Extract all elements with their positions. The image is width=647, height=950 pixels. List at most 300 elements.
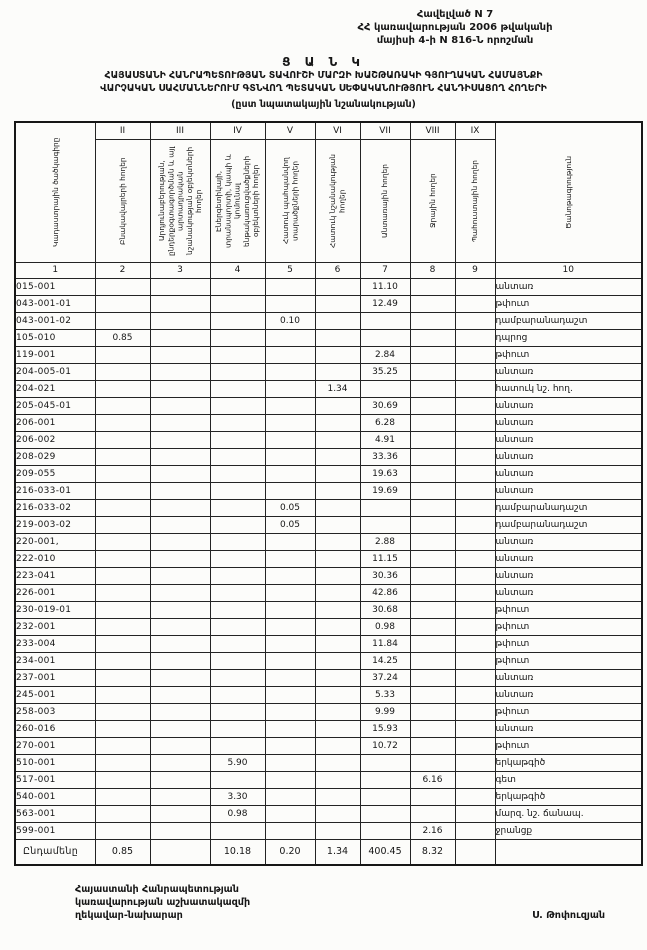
note-cell: մարզ. նշ. ճանապ. [495, 805, 642, 822]
table-row [15, 567, 642, 584]
area-value-cell [265, 448, 315, 465]
area-value-cell [410, 737, 455, 754]
table-row [15, 482, 642, 499]
table-row [15, 737, 642, 754]
cadastral-code-cell: 204-021 [15, 380, 95, 397]
area-value-cell [410, 550, 455, 567]
area-value-cell [410, 720, 455, 737]
area-value-cell [315, 346, 360, 363]
area-value-cell: 14.25 [360, 652, 410, 669]
area-value-cell [315, 516, 360, 533]
area-value-cell [150, 737, 210, 754]
area-value-cell [410, 533, 455, 550]
area-value-cell [265, 414, 315, 431]
area-value-cell [410, 703, 455, 720]
note-cell: դամբարանադաշտ [495, 516, 642, 533]
area-value-cell: 5.33 [360, 686, 410, 703]
area-value-cell [150, 822, 210, 839]
area-value-cell [210, 771, 265, 788]
area-value-cell [455, 635, 495, 652]
area-value-cell [265, 754, 315, 771]
area-value-cell: 2.88 [360, 533, 410, 550]
area-value-cell: 0.98 [210, 805, 265, 822]
area-value-cell [315, 584, 360, 601]
area-value-cell [410, 346, 455, 363]
signatory-name: Ս. Թոփուզյան [532, 910, 605, 922]
area-value-cell: 15.93 [360, 720, 410, 737]
table-row [15, 618, 642, 635]
annex-line-2: ՀՀ կառավարության 2006 թվականի [357, 22, 553, 33]
area-value-cell [455, 550, 495, 567]
area-value-cell [315, 788, 360, 805]
area-value-cell [210, 499, 265, 516]
note-cell: անտառ [495, 550, 642, 567]
area-value-cell [410, 482, 455, 499]
note-cell: թփուտ [495, 652, 642, 669]
table-row [15, 431, 642, 448]
note-cell: անտառ [495, 465, 642, 482]
area-value-cell [210, 550, 265, 567]
cadastral-code-cell: 232-001 [15, 618, 95, 635]
total-row [15, 839, 642, 865]
area-value-cell [210, 703, 265, 720]
note-cell: անտառ [495, 482, 642, 499]
column-number: 10 [495, 262, 642, 278]
area-value-cell [265, 550, 315, 567]
area-value-cell [95, 516, 150, 533]
table-row [15, 312, 642, 329]
area-value-cell [455, 499, 495, 516]
signatory-title-line-2: կառավարության աշխատակազմի [75, 897, 251, 909]
area-value-cell [360, 805, 410, 822]
area-value-cell [455, 788, 495, 805]
area-value-cell [95, 312, 150, 329]
area-value-cell [95, 550, 150, 567]
roman-numeral-iv: IV [210, 122, 265, 140]
area-value-cell [360, 499, 410, 516]
area-value-cell [315, 278, 360, 295]
area-value-cell [265, 380, 315, 397]
area-value-cell [210, 533, 265, 550]
table-row [15, 295, 642, 312]
area-value-cell [150, 380, 210, 397]
area-value-cell [150, 618, 210, 635]
area-value-cell [315, 550, 360, 567]
area-value-cell [315, 414, 360, 431]
cadastral-code-cell: 216-033-01 [15, 482, 95, 499]
land-list-table [14, 121, 643, 867]
area-value-cell [210, 329, 265, 346]
column-number: 4 [210, 262, 265, 278]
area-value-cell [455, 295, 495, 312]
signature-block [75, 884, 605, 923]
area-value-cell [315, 737, 360, 754]
area-value-cell [265, 686, 315, 703]
area-value-cell [410, 635, 455, 652]
cadastral-code-cell: 119-001 [15, 346, 95, 363]
note-cell: անտառ [495, 686, 642, 703]
area-value-cell [265, 771, 315, 788]
area-value-cell [455, 584, 495, 601]
area-value-cell [265, 652, 315, 669]
area-value-cell [210, 397, 265, 414]
table-row [15, 448, 642, 465]
area-value-cell [265, 329, 315, 346]
area-value-cell: 0.10 [265, 312, 315, 329]
area-value-cell [210, 516, 265, 533]
area-value-cell [95, 686, 150, 703]
area-value-cell [455, 839, 495, 865]
area-value-cell [95, 635, 150, 652]
area-value-cell [150, 499, 210, 516]
area-value-cell [150, 448, 210, 465]
area-value-cell [455, 397, 495, 414]
cadastral-code-cell: 204-005-01 [15, 363, 95, 380]
area-value-cell [410, 397, 455, 414]
area-value-cell [265, 635, 315, 652]
area-value-cell: 37.24 [360, 669, 410, 686]
area-value-cell [95, 822, 150, 839]
area-value-cell [210, 482, 265, 499]
area-value-cell [95, 567, 150, 584]
area-value-cell [95, 669, 150, 686]
cadastral-code-cell: 245-001 [15, 686, 95, 703]
area-value-cell [150, 516, 210, 533]
area-value-cell: 42.86 [360, 584, 410, 601]
area-value-cell [455, 465, 495, 482]
area-value-cell [265, 567, 315, 584]
column-number: 6 [315, 262, 360, 278]
area-value-cell [95, 414, 150, 431]
area-value-cell [455, 771, 495, 788]
table-row [15, 635, 642, 652]
cadastral-code-cell: 208-029 [15, 448, 95, 465]
roman-numeral-ii: II [95, 122, 150, 140]
area-value-cell [315, 805, 360, 822]
cadastral-code-cell: 258-003 [15, 703, 95, 720]
area-value-cell [95, 737, 150, 754]
table-row [15, 414, 642, 431]
area-value-cell [410, 329, 455, 346]
area-value-cell [410, 567, 455, 584]
area-value-cell [210, 567, 265, 584]
area-value-cell [265, 788, 315, 805]
area-value-cell [455, 380, 495, 397]
area-value-cell [265, 822, 315, 839]
area-value-cell [265, 431, 315, 448]
note-cell: թփուտ [495, 295, 642, 312]
area-value-cell [265, 465, 315, 482]
table-row [15, 397, 642, 414]
column-header-cadastral-code: Կադաստրային ծածկագիրը [15, 122, 95, 263]
table-row [15, 363, 642, 380]
area-value-cell [315, 499, 360, 516]
table-row [15, 380, 642, 397]
area-value-cell [410, 805, 455, 822]
area-value-cell: 6.16 [410, 771, 455, 788]
area-value-cell [150, 312, 210, 329]
area-value-cell [210, 720, 265, 737]
area-value-cell [315, 312, 360, 329]
area-value-cell [455, 720, 495, 737]
area-value-cell: 11.10 [360, 278, 410, 295]
roman-numeral-vii: VII [360, 122, 410, 140]
area-value-cell [150, 720, 210, 737]
area-value-cell [210, 278, 265, 295]
area-value-cell [150, 431, 210, 448]
area-value-cell [315, 482, 360, 499]
area-value-cell [410, 465, 455, 482]
area-value-cell [265, 703, 315, 720]
area-value-cell [150, 635, 210, 652]
note-cell: թփուտ [495, 346, 642, 363]
cadastral-code-cell: 517-001 [15, 771, 95, 788]
cadastral-code-cell: 540-001 [15, 788, 95, 805]
roman-numeral-vi: VI [315, 122, 360, 140]
area-value-cell [150, 788, 210, 805]
column-number: 8 [410, 262, 455, 278]
note-cell [495, 839, 642, 865]
note-cell: անտառ [495, 584, 642, 601]
area-value-cell: 10.72 [360, 737, 410, 754]
area-value-cell [410, 312, 455, 329]
area-value-cell [150, 550, 210, 567]
table-row [15, 516, 642, 533]
cadastral-code-cell: 222-010 [15, 550, 95, 567]
area-value-cell: 9.99 [360, 703, 410, 720]
area-value-cell: 19.69 [360, 482, 410, 499]
signatory-title-line-1: Հայաստանի Հանրապետության [75, 884, 239, 896]
cadastral-code-cell: 230-019-01 [15, 601, 95, 618]
cadastral-code-cell: 233-004 [15, 635, 95, 652]
area-value-cell [410, 516, 455, 533]
area-value-cell [150, 839, 210, 865]
note-cell: հատուկ նշ. հող. [495, 380, 642, 397]
title-line-1: ՀԱՅԱՍՏԱՆԻ ՀԱՆՐԱՊԵՏՈՒԹՅԱՆ ՏԱՎՈՒՇԻ ՄԱՐԶԻ ԽԱՇԹԱՌԱԿԻ ԳՅՈՒՂԱԿԱՆ ՀԱՄԱՅՆՔԻ [104, 70, 543, 81]
area-value-cell [265, 278, 315, 295]
column-header-industrial-lands: Արդյունաբերության, ընդերքօգտագործման և այլ արտադրական նշանակության օբյեկտների հողեր [150, 139, 210, 262]
table-row [15, 754, 642, 771]
cadastral-code-cell: 220-001, [15, 533, 95, 550]
area-value-cell [95, 533, 150, 550]
area-value-cell [95, 482, 150, 499]
cadastral-code-cell: 206-002 [15, 431, 95, 448]
area-value-cell: 6.28 [360, 414, 410, 431]
cadastral-code-cell: 270-001 [15, 737, 95, 754]
area-value-cell [455, 822, 495, 839]
table-row [15, 499, 642, 516]
total-label-cell: Ընդամենը [15, 839, 95, 865]
area-value-cell [315, 397, 360, 414]
note-cell: դպրոց [495, 329, 642, 346]
area-value-cell [210, 635, 265, 652]
area-value-cell [410, 669, 455, 686]
area-value-cell: 33.36 [360, 448, 410, 465]
area-value-cell [410, 686, 455, 703]
area-value-cell [95, 397, 150, 414]
area-value-cell [360, 380, 410, 397]
area-value-cell [95, 771, 150, 788]
area-value-cell [95, 703, 150, 720]
area-value-cell [315, 720, 360, 737]
area-value-cell [210, 448, 265, 465]
note-cell: թփուտ [495, 703, 642, 720]
area-value-cell [210, 346, 265, 363]
area-value-cell [410, 431, 455, 448]
cadastral-code-cell: 043-001-01 [15, 295, 95, 312]
table-row [15, 669, 642, 686]
area-value-cell [410, 601, 455, 618]
area-value-cell [150, 771, 210, 788]
note-cell: դամբարանադաշտ [495, 499, 642, 516]
note-cell: ջրանցք [495, 822, 642, 839]
area-value-cell [455, 329, 495, 346]
note-cell: անտառ [495, 448, 642, 465]
area-value-cell [315, 601, 360, 618]
area-value-cell [210, 295, 265, 312]
area-value-cell: 0.85 [95, 329, 150, 346]
area-value-cell: 1.34 [315, 380, 360, 397]
annex-line-1: Հավելված N 7 [416, 9, 494, 20]
area-value-cell [265, 363, 315, 380]
area-value-cell [265, 397, 315, 414]
column-number: 9 [455, 262, 495, 278]
area-value-cell [95, 278, 150, 295]
note-cell: անտառ [495, 567, 642, 584]
area-value-cell [150, 567, 210, 584]
area-value-cell [265, 584, 315, 601]
table-row [15, 686, 642, 703]
cadastral-code-cell: 510-001 [15, 754, 95, 771]
area-value-cell [265, 346, 315, 363]
area-value-cell [315, 329, 360, 346]
area-value-cell [315, 618, 360, 635]
area-value-cell: 30.69 [360, 397, 410, 414]
area-value-cell [315, 465, 360, 482]
cadastral-code-cell: 226-001 [15, 584, 95, 601]
note-cell: անտառ [495, 363, 642, 380]
area-value-cell [455, 737, 495, 754]
column-header-infrastructure-lands: Էներգետիկայի, տրանսպորտի, կապի և կոմունալ ենթակառուցվածքների օբյեկտների հողեր [210, 139, 265, 262]
note-cell: անտառ [495, 720, 642, 737]
cadastral-code-cell: 206-001 [15, 414, 95, 431]
area-value-cell [410, 414, 455, 431]
area-value-cell [210, 312, 265, 329]
area-value-cell [410, 652, 455, 669]
area-value-cell [455, 686, 495, 703]
document-title [0, 55, 647, 112]
area-value-cell [150, 278, 210, 295]
area-value-cell [265, 601, 315, 618]
area-value-cell [455, 669, 495, 686]
area-value-cell [410, 754, 455, 771]
area-value-cell: 0.05 [265, 499, 315, 516]
table-row [15, 346, 642, 363]
area-value-cell [315, 635, 360, 652]
area-value-cell [315, 686, 360, 703]
area-value-cell [95, 720, 150, 737]
table-row [15, 703, 642, 720]
column-header-settlement-lands: Բնակավայրերի հողեր [95, 139, 150, 262]
cadastral-code-cell: 216-033-02 [15, 499, 95, 516]
area-value-cell: 0.20 [265, 839, 315, 865]
area-value-cell [455, 805, 495, 822]
area-value-cell [455, 567, 495, 584]
column-number: 2 [95, 262, 150, 278]
table-body [15, 278, 642, 865]
area-value-cell [265, 295, 315, 312]
table-row [15, 584, 642, 601]
table-row [15, 550, 642, 567]
area-value-cell [95, 618, 150, 635]
area-value-cell [315, 703, 360, 720]
roman-numeral-row [15, 122, 642, 140]
area-value-cell [455, 363, 495, 380]
column-number: 3 [150, 262, 210, 278]
area-value-cell [455, 346, 495, 363]
cadastral-code-cell: 237-001 [15, 669, 95, 686]
area-value-cell [315, 363, 360, 380]
area-value-cell: 30.36 [360, 567, 410, 584]
area-value-cell [360, 788, 410, 805]
cadastral-code-cell: 260-016 [15, 720, 95, 737]
area-value-cell [95, 380, 150, 397]
area-value-cell: 8.32 [410, 839, 455, 865]
area-value-cell: 11.84 [360, 635, 410, 652]
note-cell: թփուտ [495, 635, 642, 652]
column-number-row [15, 262, 642, 278]
area-value-cell [95, 363, 150, 380]
area-value-cell: 35.25 [360, 363, 410, 380]
table-row [15, 720, 642, 737]
area-value-cell [210, 431, 265, 448]
note-cell: անտառ [495, 397, 642, 414]
area-value-cell [95, 754, 150, 771]
annex-line-3: մայիսի 4-ի N 816-Ն որոշման [376, 35, 534, 46]
area-value-cell [455, 533, 495, 550]
area-value-cell [455, 601, 495, 618]
note-cell: երկաթգիծ [495, 788, 642, 805]
area-value-cell [150, 346, 210, 363]
area-value-cell [360, 822, 410, 839]
cadastral-code-cell: 043-001-02 [15, 312, 95, 329]
cadastral-code-cell: 219-003-02 [15, 516, 95, 533]
signatory-title-line-3: ղեկավար-նախարար [75, 910, 183, 922]
area-value-cell [265, 669, 315, 686]
area-value-cell [410, 448, 455, 465]
area-value-cell [410, 499, 455, 516]
area-value-cell [265, 482, 315, 499]
area-value-cell [95, 652, 150, 669]
area-value-cell [150, 533, 210, 550]
roman-numeral-ix: IX [455, 122, 495, 140]
area-value-cell: 400.45 [360, 839, 410, 865]
area-value-cell [315, 533, 360, 550]
note-cell: երկաթգիծ [495, 754, 642, 771]
area-value-cell [265, 720, 315, 737]
table-row [15, 788, 642, 805]
area-value-cell [95, 346, 150, 363]
area-value-cell [410, 618, 455, 635]
area-value-cell [210, 363, 265, 380]
area-value-cell [95, 499, 150, 516]
area-value-cell [455, 448, 495, 465]
area-value-cell [410, 295, 455, 312]
area-value-cell [150, 414, 210, 431]
note-cell: դամբարանադաշտ [495, 312, 642, 329]
roman-numeral-iii: III [150, 122, 210, 140]
table-row [15, 601, 642, 618]
